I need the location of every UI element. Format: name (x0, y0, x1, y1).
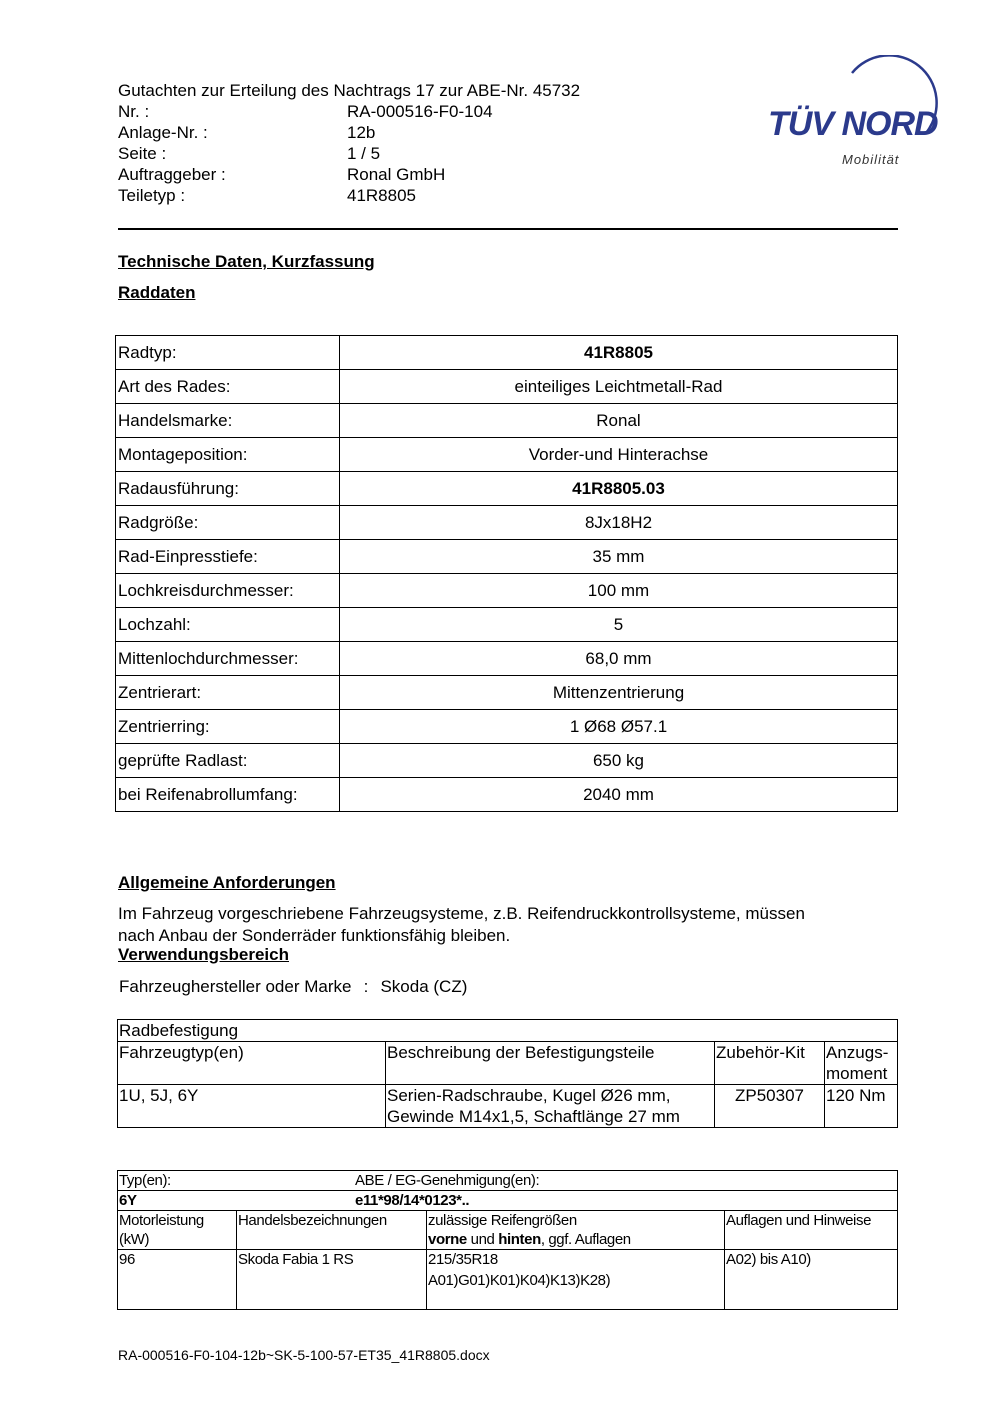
header-field-seite (118, 143, 580, 164)
table-row (116, 370, 898, 404)
table-row (116, 574, 898, 608)
wheel-data-value: 1 Ø68 Ø57.1 (340, 710, 898, 744)
wheel-data-label: Radtyp: (116, 336, 340, 370)
wheel-data-label: Handelsmarke: (116, 404, 340, 438)
column-header: Anzugs- (826, 1043, 889, 1062)
table-row (116, 472, 898, 506)
column-header: Auflagen und Hinweise (725, 1211, 898, 1250)
fastening-description (386, 1085, 715, 1128)
approval-label: ABE / EG-Genehmigung(en): (355, 1172, 540, 1189)
fastening-vehicle-types: 1U, 5J, 6Y (118, 1085, 386, 1128)
approval-value-row (118, 1191, 898, 1211)
power-value: 96 (118, 1250, 237, 1310)
table-row (116, 506, 898, 540)
section-heading-general: Allgemeine Anforderungen (118, 873, 336, 892)
wheel-data-value: 8Jx18H2 (340, 506, 898, 540)
column-header-tires (427, 1211, 725, 1250)
general-text-line: Im Fahrzeug vorgeschriebene Fahrzeugsysteme, z.B. Reifendruckkontrollsysteme, müssen (118, 904, 805, 923)
table-row (116, 438, 898, 472)
header-title-row (118, 80, 580, 101)
table-row (116, 778, 898, 812)
column-header: Beschreibung der Befestigungsteile (386, 1042, 715, 1085)
wheel-data-label: Art des Rades: (116, 370, 340, 404)
manufacturer-line (119, 977, 467, 997)
header-label: Nr. : (118, 102, 150, 121)
fastening-torque: 120 Nm (825, 1085, 898, 1128)
tire-size: 215/35R18 (428, 1251, 498, 1268)
wheel-data-value: Vorder-und Hinterachse (340, 438, 898, 472)
front-label: vorne (428, 1231, 467, 1248)
table-row (118, 1042, 898, 1085)
header-value: RA-000516-F0-104 (347, 102, 493, 121)
table-row (118, 1250, 898, 1310)
header-field-anlage (118, 122, 580, 143)
column-header: Zubehör-Kit (715, 1042, 825, 1085)
table-row (118, 1211, 898, 1250)
header-label: Teiletyp : (118, 186, 186, 205)
table-row (116, 676, 898, 710)
wheel-data-value: 41R8805 (340, 336, 898, 370)
tire-cell (427, 1250, 725, 1310)
wheel-data-value: 2040 mm (340, 778, 898, 812)
document-header (118, 80, 580, 206)
column-header-power (118, 1211, 237, 1250)
approval-table (117, 1170, 898, 1310)
tuv-nord-logo (760, 55, 950, 175)
fastening-description-line: Gewinde M14x1,5, Schaftlänge 27 mm (387, 1107, 680, 1126)
column-header-tires-sub (428, 1230, 723, 1249)
fastening-kit: ZP50307 (715, 1085, 825, 1128)
rear-label: hinten (498, 1231, 541, 1248)
table-row (118, 1085, 898, 1128)
wheel-data-value: Ronal (340, 404, 898, 438)
table-row (116, 336, 898, 370)
header-label: Anlage-Nr. : (118, 123, 208, 142)
trade-name: Skoda Fabia 1 RS (237, 1250, 427, 1310)
wheel-data-label: Lochkreisdurchmesser: (116, 574, 340, 608)
table-row (116, 608, 898, 642)
wheel-data-value: 41R8805.03 (340, 472, 898, 506)
wheel-data-label: Radausführung: (116, 472, 340, 506)
wheel-data-label: Montageposition: (116, 438, 340, 472)
wheel-data-table (115, 335, 898, 812)
conditions-label: , ggf. Auflagen (540, 1231, 631, 1248)
column-header: Handelsbezeichnungen (237, 1211, 427, 1250)
header-value: 1 / 5 (347, 144, 381, 163)
section-heading-raddaten: Raddaten (118, 283, 196, 302)
wheel-data-label: Radgröße: (116, 506, 340, 540)
column-header: (kW) (119, 1231, 150, 1248)
table-row (118, 1020, 898, 1042)
logo-subtitle: Mobilität (842, 152, 900, 167)
header-title: Gutachten zur Erteilung des Nachtrags 17 zur ABE-Nr. 45732 (118, 81, 581, 100)
wheel-fastening-table (117, 1019, 898, 1128)
and-label: und (466, 1231, 499, 1248)
type-label: Typ(en): (119, 1172, 171, 1189)
general-text-line: nach Anbau der Sonderräder funktionsfähig bleiben. (118, 926, 511, 945)
approval-value: e11*98/14*0123*.. (355, 1192, 470, 1209)
column-header: Fahrzeugtyp(en) (118, 1042, 386, 1085)
table-row (118, 1171, 898, 1191)
type-value: 6Y (119, 1192, 137, 1209)
wheel-data-label: Mittenlochdurchmesser: (116, 642, 340, 676)
fastening-title: Radbefestigung (118, 1020, 898, 1042)
wheel-data-value: Mittenzentrierung (340, 676, 898, 710)
header-value: Ronal GmbH (347, 165, 446, 184)
notes-value: A02) bis A10) (725, 1250, 898, 1310)
wheel-data-value: 100 mm (340, 574, 898, 608)
manufacturer-value: Skoda (CZ) (380, 977, 468, 996)
header-value: 41R8805 (347, 186, 417, 205)
wheel-data-value: 650 kg (340, 744, 898, 778)
column-header-torque (825, 1042, 898, 1085)
wheel-data-label: Lochzahl: (116, 608, 340, 642)
manufacturer-separator: : (363, 977, 369, 996)
column-header: zulässige Reifengrößen (428, 1212, 577, 1229)
column-header: moment (826, 1064, 888, 1083)
table-row (116, 642, 898, 676)
table-row (116, 710, 898, 744)
section-heading-usage: Verwendungsbereich (118, 945, 289, 964)
approval-label-row (118, 1171, 898, 1191)
tire-notes: A01)G01)K01)K04)K13)K28) (428, 1272, 611, 1289)
section-heading-technical: Technische Daten, Kurzfassung (118, 252, 375, 271)
general-requirements-text (118, 903, 898, 947)
footer-filename: RA-000516-F0-104-12b~SK-5-100-57-ET35_41R8805.docx (118, 1347, 490, 1363)
header-field-auftraggeber (118, 164, 580, 185)
column-header: Motorleistung (119, 1212, 204, 1229)
table-row (116, 540, 898, 574)
wheel-data-value: einteiliges Leichtmetall-Rad (340, 370, 898, 404)
wheel-data-label: geprüfte Radlast: (116, 744, 340, 778)
wheel-data-value: 5 (340, 608, 898, 642)
header-field-nr (118, 101, 580, 122)
wheel-data-label: bei Reifenabrollumfang: (116, 778, 340, 812)
wheel-data-label: Zentrierring: (116, 710, 340, 744)
table-row (116, 744, 898, 778)
header-label: Seite : (118, 144, 167, 163)
table-row (116, 404, 898, 438)
logo-brand: TÜV NORD (768, 105, 938, 143)
header-divider (118, 228, 898, 230)
header-field-teiletyp (118, 185, 580, 206)
wheel-data-value: 35 mm (340, 540, 898, 574)
wheel-data-label: Rad-Einpresstiefe: (116, 540, 340, 574)
header-value: 12b (347, 123, 376, 142)
fastening-description-line: Serien-Radschraube, Kugel Ø26 mm, (387, 1086, 671, 1105)
table-row (118, 1191, 898, 1211)
header-label: Auftraggeber : (118, 165, 226, 184)
wheel-data-value: 68,0 mm (340, 642, 898, 676)
manufacturer-label: Fahrzeughersteller oder Marke (119, 977, 352, 996)
wheel-data-label: Zentrierart: (116, 676, 340, 710)
